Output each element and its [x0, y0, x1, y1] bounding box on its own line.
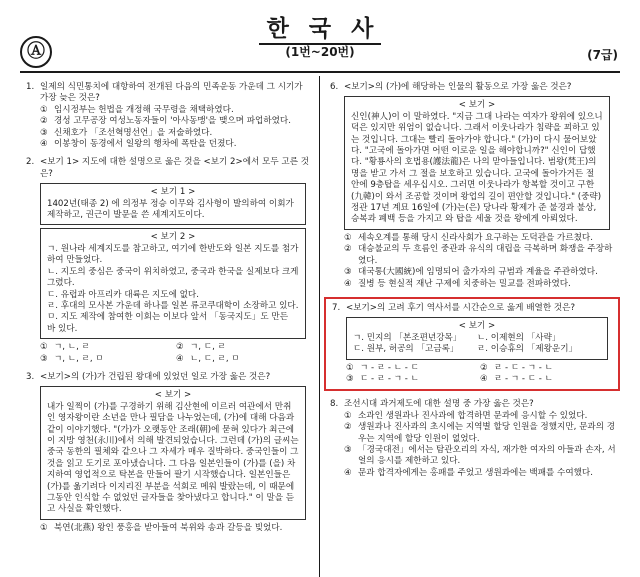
- question-number: 7.: [332, 302, 341, 313]
- bogi-item: ㄹ. 후대의 모사본 가운데 하나를 일본 류코쿠대학이 소장하고 있다.: [47, 300, 299, 311]
- option-text: 세속오계를 통해 당시 신라사회가 요구하는 도덕관을 가르쳤다.: [358, 232, 593, 243]
- exam-form-type-mark: Ⓐ: [20, 36, 52, 68]
- bogi-item: ㄱ. 민지의 「본조편년강목」: [353, 332, 462, 343]
- bogi-item: ㄷ. 유럽과 아프리카 대륙은 지도에 없다.: [47, 289, 199, 300]
- bogi-box-2: [40, 228, 306, 339]
- option-number: ④: [344, 467, 352, 478]
- question-1: [26, 82, 312, 150]
- option-number: ①: [344, 410, 352, 421]
- question-text: <보기>의 고려 후기 역사서를 시간순으로 옳게 배열한 것은?: [346, 302, 576, 313]
- exam-title: [0, 10, 640, 43]
- bogi-label: < 보기 2 >: [150, 232, 196, 243]
- answer-option[interactable]: [330, 411, 616, 422]
- question-6: [330, 82, 616, 290]
- question-8: [330, 399, 616, 479]
- option-text: ㄴ, ㄷ, ㄹ, ㅁ: [190, 353, 240, 364]
- option-text: ㄷ - ㄹ - ㄱ - ㄴ: [360, 373, 419, 384]
- option-number: ④: [40, 139, 48, 150]
- option-number: ④: [344, 278, 352, 289]
- bogi-item: ㄱ. 원나라 세계지도를 참고하고, 여기에 한반도와 일본 지도를 첨가하여 만들었다.: [47, 243, 299, 266]
- bogi-label: < 보기 >: [458, 100, 496, 111]
- option-number: ②: [344, 422, 352, 433]
- option-text: 대승불교의 두 흐름인 중관과 유식의 대립을 극복하며 화쟁을 주장하였다.: [358, 244, 613, 266]
- option-number: ④: [176, 353, 184, 364]
- bogi-item: ㄹ. 이승휴의 「제왕운기」: [477, 344, 578, 355]
- option-number: ③: [40, 127, 48, 138]
- bogi-item: ㄷ. 원부, 허공의 「고금록」: [353, 344, 459, 355]
- option-text: 이봉창이 동경에서 일왕의 행차에 폭탄을 던졌다.: [54, 139, 237, 150]
- bogi-text: 1402년(태종 2) 에 의정부 정승 이무와 김사형이 발의하여 이회가 제작하고, 권근이 발문을 쓴 세계지도이다.: [47, 198, 294, 221]
- option-number: ①: [344, 232, 352, 243]
- option-text: 소과인 생원과나 진사과에 합격하면 문과에 응시할 수 있었다.: [358, 410, 588, 421]
- right-column: [330, 82, 616, 486]
- option-number: ①: [40, 104, 48, 115]
- question-text: <보기>의 (가)에 해당하는 인물의 활동으로 가장 옳은 것은?: [344, 82, 572, 92]
- option-number: ②: [40, 116, 48, 127]
- question-range: (1번~20번): [285, 45, 355, 59]
- question-number: 1.: [26, 82, 35, 92]
- bogi-item: ㅁ. 지도 제작에 참여한 이회는 이보다 앞서 「동국지도」도 만든 바 있다.: [47, 312, 289, 334]
- option-number: ④: [480, 373, 488, 384]
- question-7-highlighted: [324, 297, 620, 391]
- bogi-label: < 보기 1 >: [150, 187, 196, 198]
- answer-option[interactable]: [26, 523, 312, 534]
- option-text: ㄹ - ㄱ - ㄷ - ㄴ: [494, 373, 553, 384]
- option-text: ㄱ, ㄷ, ㄹ: [190, 342, 226, 353]
- answer-option[interactable]: [176, 342, 312, 353]
- option-text: 임시정부는 헌법을 개정해 국무령을 채택하였다.: [54, 104, 234, 115]
- option-text: ㄱ - ㄹ - ㄴ - ㄷ: [360, 362, 419, 373]
- question-text: 일제의 식민통치에 대항하여 전개된 다음의 민족운동 가운데 그 시기가 가장 늦은 것은?: [40, 82, 303, 104]
- option-number: ②: [344, 244, 352, 255]
- answer-option[interactable]: [330, 422, 616, 445]
- option-text: 생원과나 진사과의 초시에는 지역별 할당 인원을 정했지만, 문과의 경우는 지역에 할당 인원이 없었다.: [358, 422, 616, 444]
- question-number: 3.: [26, 371, 35, 382]
- option-number: ①: [346, 362, 354, 373]
- choice-grid: [332, 363, 614, 386]
- option-number: ③: [40, 353, 48, 364]
- option-number: ②: [480, 362, 488, 373]
- exam-title-text: 한 국 사: [259, 16, 382, 45]
- choice-grid: [26, 342, 312, 365]
- answer-option[interactable]: [480, 363, 614, 374]
- bogi-box: [40, 386, 306, 519]
- answer-option[interactable]: [480, 374, 614, 385]
- option-text: 대국통(大國統)에 임명되어 출가자의 규범과 계율을 주관하였다.: [358, 267, 598, 278]
- answer-option[interactable]: [330, 267, 616, 278]
- bogi-item: ㄴ. 이제현의 「사략」: [477, 332, 561, 343]
- answer-option[interactable]: [346, 374, 480, 385]
- option-number: ①: [40, 342, 48, 353]
- answer-option[interactable]: [26, 105, 312, 116]
- bogi-label: < 보기 >: [154, 390, 192, 401]
- answer-option[interactable]: [26, 116, 312, 127]
- question-number: 2.: [26, 157, 35, 168]
- answer-option[interactable]: [40, 354, 176, 365]
- option-text: ㄱ, ㄴ, ㄹ, ㅁ: [54, 353, 104, 364]
- bogi-box-1: [40, 183, 306, 225]
- question-text: 조선시대 과거제도에 대한 설명 중 가장 옳은 것은?: [344, 399, 534, 410]
- answer-option[interactable]: [330, 468, 616, 479]
- answer-option[interactable]: [330, 244, 616, 267]
- option-text: ㄱ, ㄴ, ㄹ: [54, 342, 90, 353]
- option-text: 질병 등 현실적 재난 구제에 치중하는 밀교를 전파하였다.: [358, 278, 571, 289]
- bogi-box: [344, 96, 610, 229]
- bogi-label: < 보기 >: [458, 321, 496, 332]
- option-number: ①: [40, 522, 48, 533]
- option-number: ③: [344, 267, 352, 278]
- option-text: 경성 고무공장 여성노동자들이 '아사동맹'을 맺으며 파업하였다.: [54, 116, 291, 127]
- header-rule: [20, 71, 620, 73]
- bogi-text: 내가 일찍이 (가)를 구경하기 위해 김산현에 이르러 여관에서 만취인 영자왕이란 소년을 만나 필담을 나누었는데, (가)에 대해 다음과 같이 이야기했다. "(가)가 오랫동안 조래(朝)에 묻혀 있다가 최근에 이 지방 영천(永川)에서 의해 발견되었습니다. 그런데 (가)의 글씨는 중국 동한의 필체와 같으나 그 자세가 매우 질박하다. 중국인들이 그것을 읽고 도기로 포아냈습니다. 그 다음 일본인들이 (가)를 (을) 차지하여 영업적으로 탁본을 만들어 팔기 시작했습니다. 일본인들은 (가)를 옮기려다 이지리진 부분을 석회로 메워 발랐는데, 이 때문에 그동안 인식할 수 없었던 글자들을 찾아냈다고 합니다." 이 말을 듣고 사실을 확인했다.: [47, 401, 299, 515]
- grade-label: (7급): [587, 48, 618, 62]
- option-number: ③: [346, 373, 354, 384]
- bogi-item-grid: [353, 333, 601, 356]
- question-number: 8.: [330, 399, 339, 410]
- option-text: 「경국대전」에서는 탐관오리의 자식, 재가한 여자의 아들과 손자, 서얼의 응시를 제한하고 있다.: [358, 444, 616, 467]
- option-text: 신채호가 「조선혁명선언」을 저술하였다.: [54, 127, 213, 138]
- bogi-text: 신인(神人)이 이 말하였다. "지금 그대 나라는 여자가 왕위에 있으니 덕은 있지만 위엄이 없습니다. 그래서 이웃나라가 침략을 꾀하고 있는 것입니다. 그대는 빨리 돌아가야 합니다." (가)이 다시 물어보았다. "고국에 돌아가면 어떤 이로운 일을 해야합니까?" 신인이 답했다. "황룡사의 호법용(護法龍)은 나의 맏아들입니다. 범왕(梵王)의 명을 받고 가서 그 절을 보호하고 있습니다. 고국에 돌아가거든 절 안에 9층탑을 세우십시오. 그러면 이웃나라가 항복할 것이고 구한(九韓)이 와서 조공할 것이며 왕업의 길이 편안할 것입니다." (중략) 정관 17년 계묘 16일에 (가)는(은) 당나라 황제가 준 불경과 불상, 승복과 폐백 등을 가지고 와 탑을 세울 것을 왕에게 아뢰었다.: [351, 111, 603, 225]
- answer-option[interactable]: [330, 445, 616, 468]
- answer-option[interactable]: [26, 139, 312, 150]
- question-text: <보기 1> 지도에 대한 설명으로 옳은 것을 <보기 2>에서 모두 고른 것은?: [40, 157, 310, 179]
- bogi-item: ㄴ. 지도의 중심은 중국이 위치하였고, 중국과 한국을 실제보다 크게 그렸다.: [47, 266, 299, 289]
- answer-option[interactable]: [176, 354, 312, 365]
- answer-option[interactable]: [40, 342, 176, 353]
- answer-option[interactable]: [330, 233, 616, 244]
- answer-option[interactable]: [26, 128, 312, 139]
- option-text: ㄹ - ㄷ - ㄱ - ㄴ: [494, 362, 553, 373]
- bogi-box: [346, 317, 608, 359]
- left-column: [26, 82, 312, 541]
- question-number: 6.: [330, 82, 339, 92]
- column-divider: [319, 76, 320, 577]
- question-text: <보기>의 (가)가 건립된 왕대에 있었던 일로 가장 옳은 것은?: [40, 371, 271, 382]
- question-3: [26, 372, 312, 534]
- answer-option[interactable]: [346, 363, 480, 374]
- option-number: ②: [176, 342, 184, 353]
- option-text: 문과 합격자에게는 홍패를 주었고 생원과에는 백패를 수여했다.: [358, 467, 593, 478]
- option-number: ③: [344, 444, 352, 455]
- option-text: 북연(北燕) 왕인 풍홍을 받아들여 북위와 송과 갈등을 빚었다.: [54, 522, 283, 533]
- answer-option[interactable]: [330, 279, 616, 290]
- question-2: [26, 157, 312, 365]
